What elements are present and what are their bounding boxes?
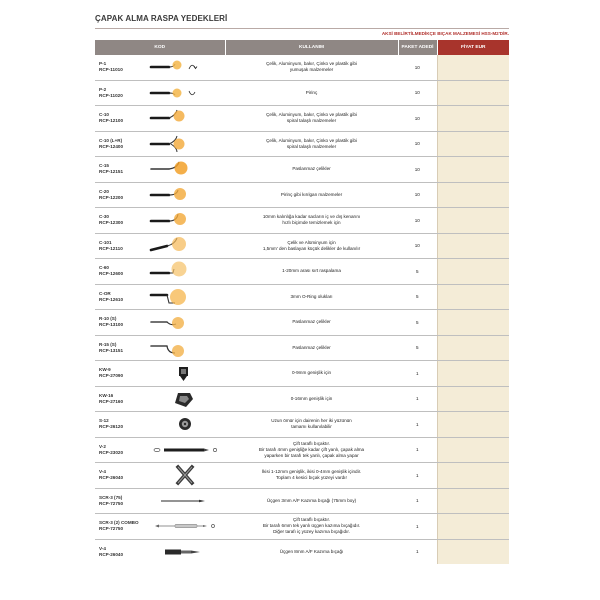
usage-line: tamamı kullanılabilir	[291, 424, 332, 430]
code-cell	[95, 335, 145, 361]
usage-cell	[225, 412, 398, 438]
table-row	[95, 157, 509, 183]
usage-line: Üçgen 8mm A/F Kazıma bıçağı	[279, 548, 344, 554]
price-cell[interactable]	[437, 412, 509, 438]
catalog-number: RCP-12200	[99, 194, 124, 200]
usage-cell	[225, 233, 398, 259]
code-cell	[95, 310, 145, 336]
catalog-number: RCP-12600	[99, 271, 124, 277]
code-cell	[95, 463, 145, 489]
table-row	[95, 361, 509, 387]
usage-cell	[225, 335, 398, 361]
blade-c10-icon	[147, 106, 223, 130]
usage-line: 1,5mm' den baslayan küçük delikler de kullanılır	[262, 245, 361, 251]
image-cell	[145, 437, 225, 463]
blade-c101-icon	[147, 234, 223, 258]
usage-line: Bir tarafı 4mm genişliğe kadar çift yanlı, çapak alma	[258, 446, 365, 452]
product-code: SCR-3 (2) COMBO	[99, 520, 139, 526]
product-code: R-10 (S)	[99, 316, 117, 322]
usage-line: Çelik, Aluminyum, bakır, Çinko ve plastik gibi	[266, 112, 357, 118]
product-code: SCR-3 (75)	[99, 494, 123, 500]
usage-line: Çelik, Aluminyum, bakır, Çinko ve plastik gibi	[266, 137, 357, 143]
price-cell[interactable]	[437, 463, 509, 489]
usage-line: 10mm kalınlığa kadar sacların iç ve dış kenarını	[262, 214, 361, 220]
material-note: AKSİ BELİRTİLMEDİKÇE BIÇAK MALZEMESİ HSS-M2'DİR.	[381, 31, 509, 36]
table-row	[95, 208, 509, 234]
code-cell	[95, 514, 145, 540]
usage-line: Pirinç gibi kırılgan malzemeler	[280, 191, 343, 197]
catalog-number: RCP-12400	[99, 143, 124, 149]
usage-cell	[225, 182, 398, 208]
image-cell	[145, 488, 225, 514]
package-qty: 10	[398, 131, 437, 157]
usage-cell	[225, 437, 398, 463]
image-cell	[145, 514, 225, 540]
usage-cell	[225, 539, 398, 564]
blade-r15-icon	[147, 336, 223, 360]
product-code: P-1	[99, 61, 107, 67]
usage-line: 0-9mm genişlik için	[291, 370, 332, 376]
price-cell[interactable]	[437, 182, 509, 208]
package-qty: 1	[398, 463, 437, 489]
catalog-number: RCP-27160	[99, 398, 124, 404]
image-cell	[145, 233, 225, 259]
code-cell	[95, 233, 145, 259]
image-cell	[145, 284, 225, 310]
product-code: C-10	[99, 112, 109, 118]
catalog-number: RCP-13100	[99, 322, 124, 328]
header-kod: KOD	[95, 40, 225, 55]
table-row	[95, 514, 509, 540]
table-row	[95, 335, 509, 361]
spare-blades-table	[95, 40, 509, 564]
price-cell[interactable]	[437, 386, 509, 412]
price-cell[interactable]	[437, 131, 509, 157]
catalog-number: RCP-11010	[99, 67, 123, 73]
catalog-number: RCP-26040	[99, 475, 124, 481]
catalog-number: RCP-23020	[99, 449, 124, 455]
product-code: KW-16	[99, 392, 114, 398]
insert-kw16-icon	[147, 387, 223, 411]
image-cell	[145, 55, 225, 80]
package-qty: 5	[398, 310, 437, 336]
price-cell[interactable]	[437, 284, 509, 310]
code-cell	[95, 80, 145, 106]
scraper-v4-icon	[147, 540, 223, 564]
blade-p2-icon	[147, 81, 223, 105]
code-cell	[95, 412, 145, 438]
code-cell	[95, 437, 145, 463]
table-row	[95, 233, 509, 259]
scraper-scr3-icon	[147, 489, 223, 513]
catalog-number: RCP-26120	[99, 424, 124, 430]
blade-p1-icon	[147, 55, 223, 79]
price-cell[interactable]	[437, 55, 509, 80]
usage-line: 0-16mm genişlik için	[290, 395, 333, 401]
price-cell[interactable]	[437, 361, 509, 387]
image-cell	[145, 386, 225, 412]
code-cell	[95, 259, 145, 285]
usage-line: Çift taraflı bıçaktır.	[293, 517, 331, 523]
product-code: C-15	[99, 163, 109, 169]
blade-r10-icon	[147, 310, 223, 334]
code-cell	[95, 208, 145, 234]
package-qty: 1	[398, 386, 437, 412]
code-cell	[95, 157, 145, 183]
package-qty: 1	[398, 361, 437, 387]
table-row	[95, 488, 509, 514]
price-cell[interactable]	[437, 80, 509, 106]
usage-line: Uzun ömür için dairenin her iki yüzünün	[271, 418, 352, 424]
usage-line: Paslanmaz çelikler	[292, 344, 331, 350]
table-row	[95, 386, 509, 412]
product-code: S-12	[99, 418, 109, 424]
blade-c30-icon	[147, 208, 223, 232]
usage-cell	[225, 514, 398, 540]
blade-v2-icon	[147, 438, 223, 462]
usage-line: Üçgen 3mm A/F Kazıma bıçağı (75mm boy)	[266, 497, 357, 503]
catalog-number: RCP-11020	[99, 92, 123, 98]
price-cell[interactable]	[437, 488, 509, 514]
table-header	[95, 40, 509, 55]
package-qty: 10	[398, 208, 437, 234]
insert-s12-icon	[147, 412, 223, 436]
code-cell	[95, 182, 145, 208]
blade-v4x-icon	[147, 463, 223, 487]
product-code: C-OR	[99, 290, 111, 296]
usage-line: Çelik, Aluminyum, bakır, Çinko ve plastik gibi	[266, 61, 357, 67]
usage-cell	[225, 55, 398, 80]
usage-line: yumuşak malzemeler	[289, 67, 334, 73]
product-code: R-15 (S)	[99, 341, 117, 347]
usage-cell	[225, 361, 398, 387]
image-cell	[145, 412, 225, 438]
package-qty: 10	[398, 233, 437, 259]
product-code: V-4	[99, 469, 106, 475]
code-cell	[95, 488, 145, 514]
package-qty: 5	[398, 335, 437, 361]
blade-cor-icon	[147, 285, 223, 309]
price-cell[interactable]	[437, 335, 509, 361]
usage-line: Diğer tarafı iç yüzey kazıma bıçağıdır.	[273, 529, 350, 535]
usage-line: Paslanmaz çelikler	[292, 319, 331, 325]
catalog-number: RCP-13151	[99, 347, 124, 353]
catalog-number: RCP-12300	[99, 220, 124, 226]
table-row	[95, 259, 509, 285]
package-qty: 1	[398, 514, 437, 540]
code-cell	[95, 106, 145, 132]
image-cell	[145, 80, 225, 106]
usage-line: Çelik ve Alüminyum için	[287, 239, 336, 245]
price-cell[interactable]	[437, 514, 509, 540]
price-cell[interactable]	[437, 539, 509, 564]
catalog-number: RCP-27090	[99, 373, 124, 379]
usage-cell	[225, 310, 398, 336]
table-row	[95, 284, 509, 310]
usage-line: hızlı biçimde temizlemek için	[282, 220, 341, 226]
code-cell	[95, 55, 145, 80]
package-qty: 10	[398, 157, 437, 183]
package-qty: 1	[398, 488, 437, 514]
code-cell	[95, 284, 145, 310]
product-code: C-30	[99, 214, 109, 220]
price-cell[interactable]	[437, 310, 509, 336]
price-cell[interactable]	[437, 259, 509, 285]
usage-cell	[225, 386, 398, 412]
usage-line: İkisi 1-12mm genişlik, ikisi 0-4mm genişlik içindir.	[261, 469, 362, 475]
catalog-number: RCP-12110	[99, 245, 123, 251]
scraper-combo-icon	[147, 514, 223, 538]
blade-c60-icon	[147, 259, 223, 283]
usage-line: Pirinç	[305, 89, 318, 95]
header-paket-adedi: PAKET ADEDİ	[398, 40, 437, 55]
usage-cell	[225, 157, 398, 183]
catalog-number: RCP-12151	[99, 169, 124, 175]
usage-line: Çift taraflı bıçaktır.	[293, 440, 331, 446]
usage-cell	[225, 106, 398, 132]
catalog-number: RCP-26040	[99, 551, 124, 557]
blade-c15-icon	[147, 157, 223, 181]
usage-line: Bir tarafı 6mm tek yanlı üçgen kazıma bıçağıdır.	[262, 523, 361, 529]
package-qty: 10	[398, 182, 437, 208]
code-cell	[95, 539, 145, 564]
image-cell	[145, 310, 225, 336]
package-qty: 5	[398, 284, 437, 310]
product-code: C-101	[99, 239, 112, 245]
code-cell	[95, 131, 145, 157]
product-code: P-2	[99, 86, 107, 92]
usage-cell	[225, 131, 398, 157]
package-qty: 5	[398, 259, 437, 285]
page-title: ÇAPAK ALMA RASPA YEDEKLERİ	[95, 14, 228, 23]
usage-cell	[225, 208, 398, 234]
price-cell[interactable]	[437, 208, 509, 234]
image-cell	[145, 335, 225, 361]
table-row	[95, 55, 509, 80]
usage-cell	[225, 463, 398, 489]
table-row	[95, 539, 509, 564]
price-cell[interactable]	[437, 233, 509, 259]
package-qty: 1	[398, 437, 437, 463]
image-cell	[145, 157, 225, 183]
image-cell	[145, 259, 225, 285]
blade-c10lr-icon	[147, 132, 223, 156]
catalog-number: RCP-12610	[99, 296, 124, 302]
table-row	[95, 437, 509, 463]
table-row	[95, 412, 509, 438]
image-cell	[145, 463, 225, 489]
table-row	[95, 131, 509, 157]
package-qty: 10	[398, 106, 437, 132]
package-qty: 1	[415, 549, 419, 555]
price-cell[interactable]	[437, 106, 509, 132]
usage-line: spiral talaşlı malzemeler	[286, 143, 337, 149]
table-row	[95, 310, 509, 336]
usage-cell	[225, 488, 398, 514]
product-code: C-10 (L+R)	[99, 137, 123, 143]
image-cell	[145, 131, 225, 157]
catalog-number: RCP-72750	[99, 526, 124, 532]
title-divider	[95, 28, 509, 29]
product-code: KW-9	[99, 367, 111, 373]
package-qty: 1	[398, 412, 437, 438]
table-row	[95, 182, 509, 208]
product-code: V-2	[99, 443, 106, 449]
product-code: V-4	[99, 545, 106, 551]
usage-line: yaparken bir tarafı tek yanlı, çapak alma yapar	[264, 452, 359, 458]
table-row	[95, 106, 509, 132]
blade-c20-icon	[147, 183, 223, 207]
image-cell	[145, 361, 225, 387]
code-cell	[95, 386, 145, 412]
table-row	[95, 463, 509, 489]
usage-line: 1-20mm arası sırt raspalama	[282, 268, 341, 274]
price-cell[interactable]	[437, 437, 509, 463]
usage-cell	[225, 284, 398, 310]
package-qty: 10	[398, 80, 437, 106]
image-cell	[145, 182, 225, 208]
catalog-number: RCP-12100	[99, 118, 124, 124]
image-cell	[145, 106, 225, 132]
image-cell	[145, 208, 225, 234]
insert-kw9-icon	[147, 361, 223, 385]
usage-cell	[225, 80, 398, 106]
catalog-number: RCP-72750	[99, 500, 124, 506]
image-cell	[145, 539, 225, 564]
product-code: C-20	[99, 188, 109, 194]
product-code: C-60	[99, 265, 109, 271]
header-fiyat-eur: FİYAT EUR	[437, 40, 509, 55]
usage-line: spiral talaşlı malzemeler	[286, 118, 337, 124]
price-cell[interactable]	[437, 157, 509, 183]
package-qty: 10	[398, 55, 437, 80]
usage-line: 3mm O-Ring olukları	[290, 293, 333, 299]
code-cell	[95, 361, 145, 387]
usage-cell	[225, 259, 398, 285]
usage-line: Paslanmaz çelikler	[292, 166, 331, 172]
usage-line: Toplam 4 kesici bıçak yüzeyi vardır	[276, 475, 347, 481]
header-kullanim: KULLANIM	[225, 40, 398, 55]
table-row	[95, 80, 509, 106]
